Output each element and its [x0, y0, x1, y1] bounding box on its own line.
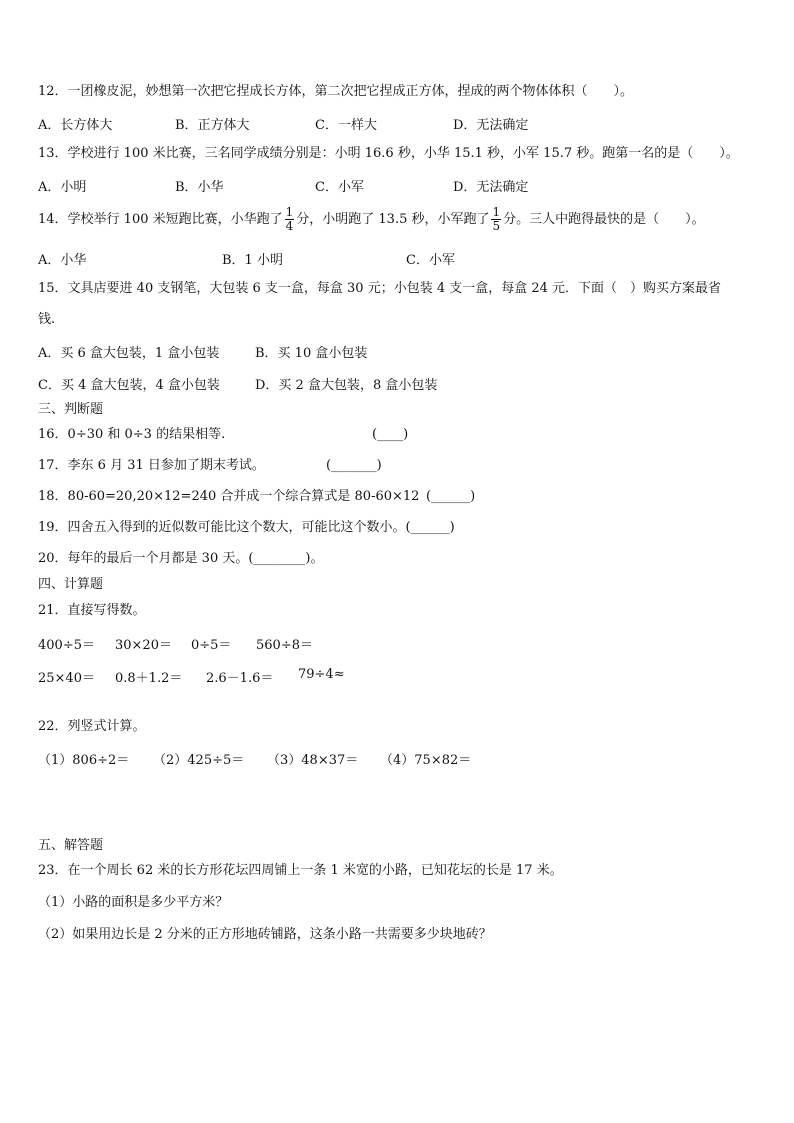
- q13-option-b: B．小华: [175, 180, 224, 195]
- question-18-blank: (______): [426, 489, 476, 504]
- question-15-stem-line1: 15．文具店要进 40 支钢笔，大包装 6 支一盒，每盒 30 元；小包装 4 支一盒，每盒 24 元．下面（ ）购买方案最省: [38, 281, 722, 296]
- section-heading-word-problems: 五、解答题: [38, 838, 104, 853]
- q14-option-b: B．1 小明: [222, 253, 283, 268]
- calc-item: 0÷5＝: [191, 638, 232, 653]
- calc-item: 2.6－1.6＝: [206, 671, 274, 686]
- fraction-one-fifth: [491, 206, 501, 233]
- question-19: 19．四舍五入得到的近似数可能比这个数大，可能比这个数小。(______): [38, 520, 455, 535]
- question-20: 20．每年的最后一个月都是 30 天。(________)。: [38, 551, 324, 566]
- fraction-denominator: 5: [492, 219, 501, 233]
- q15-option-c: C．买 4 盒大包装，4 盒小包装: [38, 378, 220, 393]
- calc-item: 79÷4≈: [298, 667, 345, 682]
- q13-option-a: A．小明: [38, 180, 87, 195]
- question-17: 17．李东 6 月 31 日参加了期末考试。: [38, 458, 265, 473]
- q14-text-1: 14．学校举行 100 米短跑比赛，小华跑了: [38, 212, 283, 227]
- question-17-blank: (_______): [326, 458, 382, 473]
- question-23-stem: 23．在一个周长 62 米的长方形花坛四周铺上一条 1 米宽的小路，已知花坛的长是 17 米。: [38, 863, 563, 878]
- vertical-calc-item: （4）75×82＝: [380, 753, 472, 768]
- question-12-stem: 12．一团橡皮泥，妙想第一次把它捏成长方体，第二次把它捏成正方体，捏成的两个物体体积（ ）。: [38, 84, 634, 99]
- calc-item: 560÷8＝: [256, 638, 313, 653]
- q14-option-a: A．小华: [38, 253, 87, 268]
- q12-option-c: C．一样大: [315, 118, 377, 133]
- vertical-calc-item: （2）425÷5＝: [153, 753, 245, 768]
- q14-option-c: C．小军: [406, 253, 455, 268]
- question-23-sub1: （1）小路的面积是多少平方米？: [38, 895, 229, 910]
- calc-item: 30×20＝: [115, 638, 172, 653]
- q15-option-a: A．买 6 盒大包装，1 盒小包装: [38, 346, 220, 361]
- q13-option-c: C．小军: [315, 180, 364, 195]
- q15-option-d: D．买 2 盒大包装，8 盒小包装: [255, 378, 438, 393]
- q13-option-d: D．无法确定: [453, 180, 529, 195]
- q14-text-2: 分，小明跑了 13.5 秒，小军跑了: [296, 212, 490, 227]
- calc-item: 400÷5＝: [38, 638, 95, 653]
- fraction-denominator: 4: [285, 219, 294, 233]
- question-23-sub2: （2）如果用边长是 2 分米的正方形地砖铺路，这条小路一共需要多少块地砖？: [38, 927, 492, 942]
- fraction-one-quarter: [285, 206, 295, 233]
- question-15-stem-line2: 钱.: [38, 312, 56, 327]
- question-16: 16．0÷30 和 0÷3 的结果相等.: [38, 427, 226, 442]
- fraction-numerator: 1: [285, 205, 294, 219]
- q12-option-a: A．长方体大: [38, 118, 113, 133]
- calc-item: 25×40＝: [38, 671, 95, 686]
- q12-option-d: D．无法确定: [453, 118, 529, 133]
- vertical-calc-item: （1）806÷2＝: [38, 753, 130, 768]
- q15-option-b: B．买 10 盒小包装: [255, 346, 368, 361]
- vertical-calc-item: （3）48×37＝: [267, 753, 359, 768]
- q14-text-3: 分。三人中跑得最快的是（ ）。: [503, 212, 705, 227]
- calc-item: 0.8＋1.2＝: [115, 671, 183, 686]
- q12-option-b: B．正方体大: [175, 118, 250, 133]
- fraction-numerator: 1: [492, 205, 501, 219]
- question-14-stem: [38, 201, 705, 239]
- question-18: 18．80-60=20,20×12=240 合并成一个综合算式是 80-60×12: [38, 489, 420, 504]
- section-heading-judgement: 三、判断题: [38, 402, 104, 417]
- question-16-blank: (____): [372, 427, 409, 442]
- question-22-title: 22．列竖式计算。: [38, 719, 146, 734]
- question-21-title: 21．直接写得数。: [38, 603, 146, 618]
- question-13-stem: 13．学校进行 100 米比赛，三名同学成绩分别是：小明 16.6 秒，小华 15.1 秒，小军 15.7 秒。跑第一名的是（ ）。: [38, 146, 739, 161]
- section-heading-calculation: 四、计算题: [38, 577, 104, 592]
